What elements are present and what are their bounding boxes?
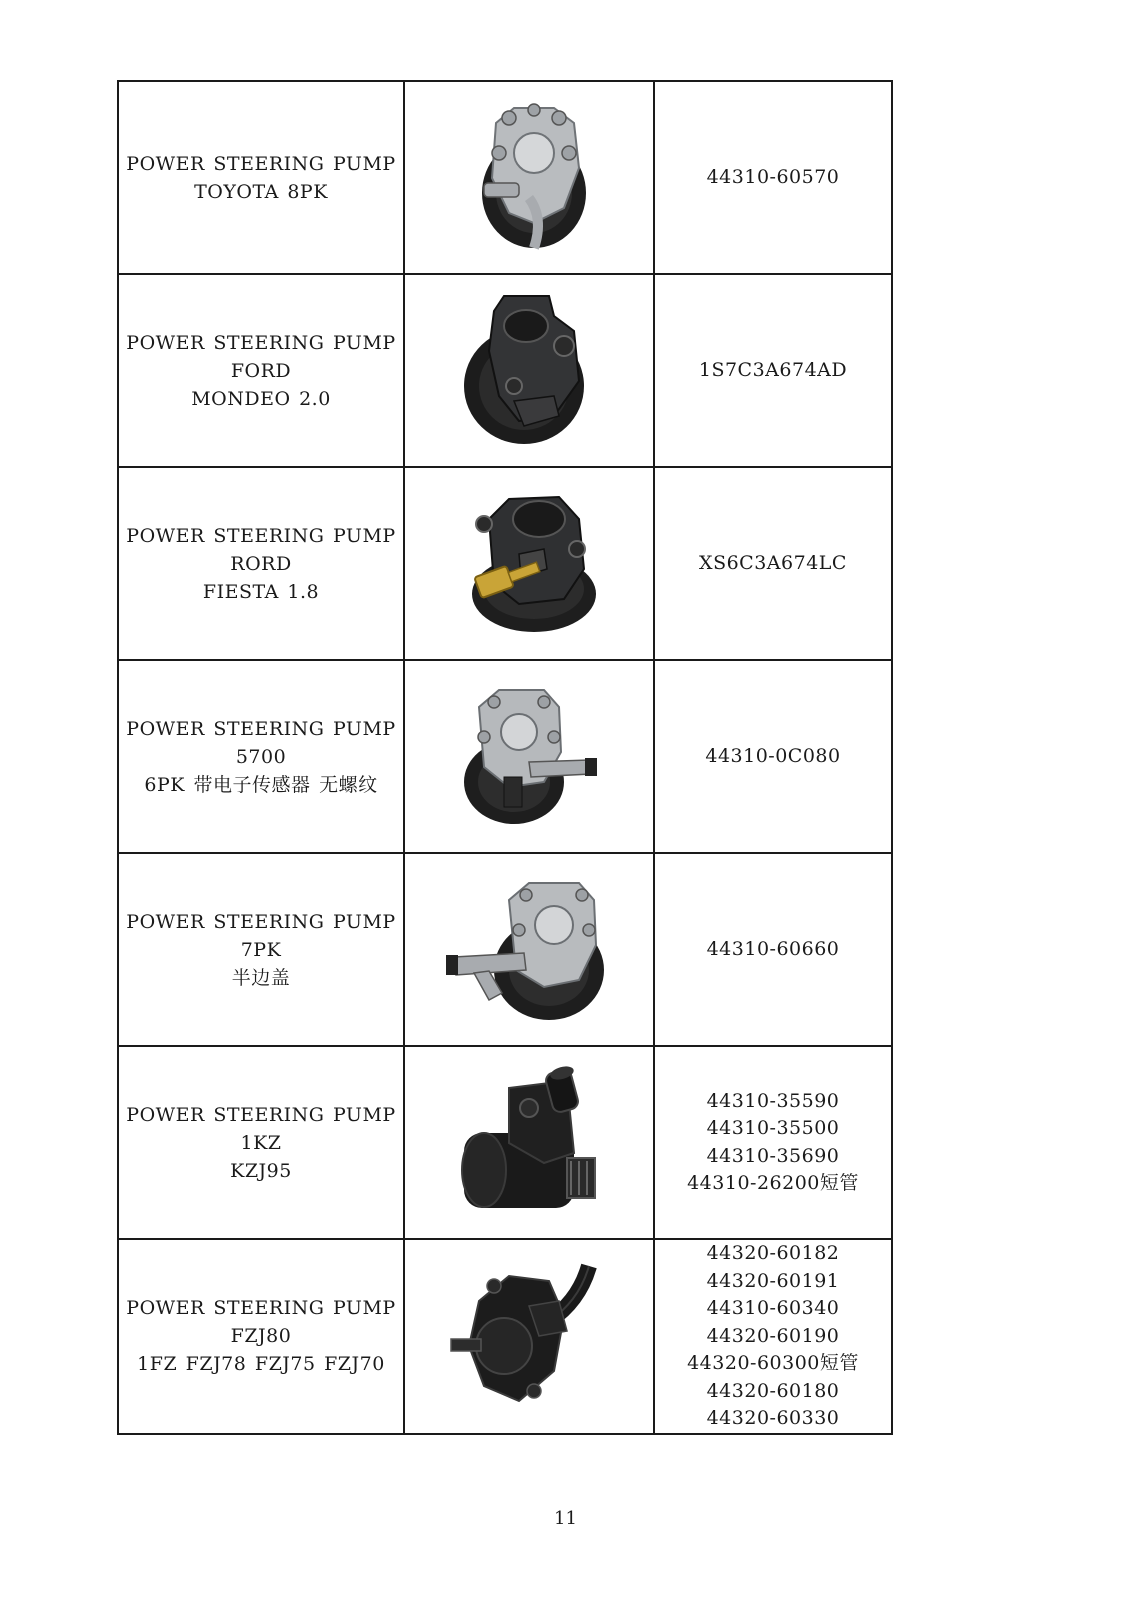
table-row bbox=[118, 81, 892, 274]
part-number: 44310-60660 bbox=[706, 937, 840, 960]
part-number: 44320-60180 bbox=[706, 1379, 840, 1402]
description-line: 半边盖 bbox=[231, 966, 291, 989]
table-row bbox=[118, 1046, 892, 1239]
product-image-cell bbox=[404, 81, 654, 274]
part-number-cell bbox=[654, 1239, 892, 1434]
product-image-cell bbox=[404, 1046, 654, 1239]
table-row bbox=[118, 467, 892, 660]
part-number-cell bbox=[654, 81, 892, 274]
part-number: 44310-0C080 bbox=[705, 744, 841, 767]
product-image-cell bbox=[404, 660, 654, 853]
black-power-steering-pump-with-splined-shaft-image bbox=[449, 1063, 609, 1223]
description-line: POWER STEERING PUMP 5700 bbox=[126, 717, 396, 768]
description-cell bbox=[118, 274, 404, 467]
part-number: 44320-60191 bbox=[706, 1269, 840, 1292]
parts-catalog-table bbox=[117, 80, 893, 1435]
description-line: POWER STEERING PUMP 7PK bbox=[126, 910, 396, 961]
black-power-steering-pump-with-curved-pipe-image bbox=[449, 1261, 609, 1411]
part-number: 44310-60340 bbox=[706, 1297, 840, 1319]
part-number: 44320-60330 bbox=[706, 1407, 840, 1429]
product-image-cell bbox=[404, 853, 654, 1046]
part-number-cell bbox=[654, 853, 892, 1046]
part-number-cell bbox=[654, 467, 892, 660]
description-line: POWER STEERING PUMP bbox=[126, 152, 396, 175]
product-image-cell bbox=[404, 274, 654, 467]
part-number: XS6C3A674LC bbox=[699, 551, 847, 574]
description-cell bbox=[118, 853, 404, 1046]
description-line: POWER STEERING PUMP FZJ80 bbox=[126, 1297, 396, 1348]
part-number: 1S7C3A674AD bbox=[698, 358, 848, 381]
description-line: POWER STEERING PUMP 1KZ bbox=[126, 1103, 396, 1154]
part-number: 44320-60182 bbox=[706, 1242, 840, 1264]
part-number: 44310-60570 bbox=[706, 165, 840, 188]
description-line: 1FZ FZJ78 FZJ75 FZJ70 bbox=[137, 1353, 385, 1376]
description-line: POWER STEERING PUMP RORD bbox=[126, 524, 396, 575]
aluminum-power-steering-pump-with-outlet-tube-image bbox=[444, 875, 614, 1025]
product-image-cell bbox=[404, 1239, 654, 1434]
part-number: 44310-35500 bbox=[706, 1117, 840, 1139]
part-number: 44310-35590 bbox=[706, 1089, 840, 1112]
description-line: KZJ95 bbox=[230, 1159, 292, 1182]
part-number-cell bbox=[654, 660, 892, 853]
aluminum-power-steering-pump-with-sensor-image bbox=[449, 682, 609, 832]
description-cell bbox=[118, 81, 404, 274]
part-number: 44310-35690 bbox=[706, 1144, 840, 1167]
description-cell bbox=[118, 1046, 404, 1239]
description-cell bbox=[118, 660, 404, 853]
description-line: MONDEO 2.0 bbox=[191, 387, 331, 410]
part-number: 44320-60300短管 bbox=[687, 1352, 859, 1374]
aluminum-power-steering-pump-image bbox=[454, 98, 604, 258]
part-number: 44310-26200短管 bbox=[687, 1172, 859, 1194]
table-row bbox=[118, 660, 892, 853]
product-image-cell bbox=[404, 467, 654, 660]
part-number: 44320-60190 bbox=[706, 1324, 840, 1347]
description-cell bbox=[118, 467, 404, 660]
description-line: TOYOTA 8PK bbox=[194, 180, 328, 203]
description-line: 6PK 带电子传感器 无螺纹 bbox=[144, 773, 378, 796]
table-row bbox=[118, 853, 892, 1046]
description-line: FIESTA 1.8 bbox=[202, 580, 320, 603]
part-number-cell bbox=[654, 274, 892, 467]
table-row bbox=[118, 1239, 892, 1434]
description-line: POWER STEERING PUMP FORD bbox=[126, 331, 396, 382]
black-power-steering-pump-with-brass-fitting-image bbox=[449, 489, 609, 639]
page-number: 11 bbox=[554, 1508, 577, 1529]
part-number-cell bbox=[654, 1046, 892, 1239]
table-row bbox=[118, 274, 892, 467]
description-cell bbox=[118, 1239, 404, 1434]
black-power-steering-pump-image bbox=[454, 291, 604, 451]
